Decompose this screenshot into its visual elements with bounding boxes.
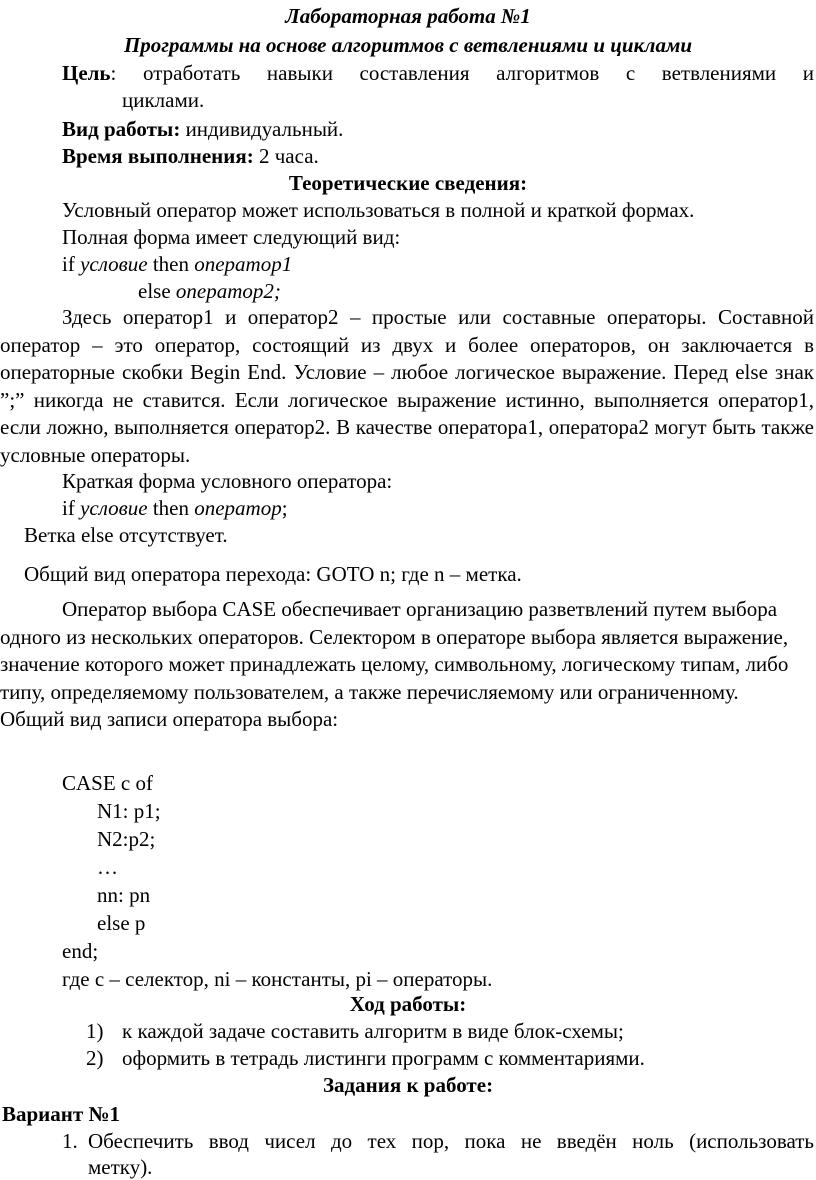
progress-item-number: 1) bbox=[86, 1019, 104, 1043]
theory-paragraph-2: Полная форма имеет следующий вид: bbox=[62, 225, 401, 249]
theory-paragraph-5: Ветка else отсутствует. bbox=[24, 523, 228, 547]
progress-item bbox=[86, 1018, 104, 1044]
short-end: ; bbox=[281, 496, 288, 520]
code-then: then bbox=[147, 252, 195, 276]
duration-label: Время выполнения: bbox=[62, 144, 254, 168]
duration-value: 2 часа. bbox=[253, 144, 319, 168]
full-form-if-line bbox=[62, 251, 292, 277]
progress-heading: Ход работы: bbox=[349, 992, 467, 1016]
goal-text: : отработать навыки составления алгоритмов с ветвлениями и bbox=[110, 61, 814, 85]
progress-item-text: к каждой задаче составить алгоритм в виде блок-схемы; bbox=[122, 1019, 624, 1043]
theory-paragraph-1: Условный оператор может использоваться в полной и краткой формах. bbox=[62, 198, 695, 222]
work-type bbox=[62, 116, 343, 142]
case-code-line: … bbox=[97, 855, 118, 879]
progress-item bbox=[86, 1045, 104, 1071]
short-operator: оператор bbox=[194, 496, 282, 520]
duration bbox=[62, 143, 319, 169]
task-text-line-2: метку). bbox=[88, 1155, 153, 1179]
work-type-value: индивидуальный. bbox=[180, 117, 344, 141]
short-if: if bbox=[62, 496, 81, 520]
case-code-line: N1: p1; bbox=[97, 799, 161, 823]
progress-item-text: оформить в тетрадь листинги программ с комментариями. bbox=[122, 1046, 645, 1070]
page-title: Лабораторная работа №1 bbox=[285, 4, 531, 28]
case-code-line: else p bbox=[97, 911, 146, 935]
code-operator2: оператор2; bbox=[175, 279, 281, 303]
code-condition: условие bbox=[80, 252, 148, 276]
case-code-line: end; bbox=[62, 939, 99, 963]
tasks-heading: Задания к работе: bbox=[322, 1073, 494, 1097]
code-if: if bbox=[62, 252, 81, 276]
task-text-line-1: Обеспечить ввод чисел до тех пор, пока не введён ноль (использовать bbox=[88, 1129, 814, 1153]
short-then: then bbox=[147, 496, 195, 520]
variant-heading: Вариант №1 bbox=[2, 1102, 121, 1126]
case-code-line: CASE c of bbox=[62, 771, 153, 795]
page-subtitle: Программы на основе алгоритмов с ветвлениями и циклами bbox=[123, 33, 693, 57]
case-code-line: N2:p2; bbox=[97, 827, 156, 851]
short-condition: условие bbox=[80, 496, 148, 520]
theory-paragraph-3: Здесь оператор1 и оператор2 – простые или составные операторы. Составной оператор – это оператор, состоящий из двух и более операторов, он заключается в операторные скобки Begin End. Условие – любое логическое выражение. Перед else знак ”;” никогда не ставится. Если логическое выражение истинно, выполняется оператор1, если ложно, выполняется оператор2. В качестве оператора1, оператора2 могут быть также условные операторы. bbox=[0, 305, 814, 467]
work-type-label: Вид работы: bbox=[62, 117, 181, 141]
progress-item-number: 2) bbox=[86, 1046, 104, 1070]
theory-paragraph-7: Оператор выбора CASE обеспечивает организацию разветвлений путем выбора одного из нескольких операторов. Селектором в операторе выбора является выражение, значение которого может принадлежать целому, символьному, логическому типам, либо типу, определяемому пользователем, а также перечисляемому или ограниченному. Общий вид записи оператора выбора: bbox=[0, 597, 789, 731]
goal-line-1 bbox=[62, 60, 814, 86]
theory-heading: Теоретические сведения: bbox=[288, 171, 528, 195]
goal-label: Цель bbox=[62, 61, 111, 85]
code-else: else bbox=[138, 279, 176, 303]
case-note: где c – селектор, ni – константы, pi – операторы. bbox=[62, 967, 493, 991]
code-operator1: оператор1 bbox=[194, 252, 293, 276]
theory-paragraph-6: Общий вид оператора перехода: GOTO n; где n – метка. bbox=[24, 562, 522, 586]
theory-paragraph-4: Краткая форма условного оператора: bbox=[62, 469, 393, 493]
full-form-else-line bbox=[138, 278, 281, 304]
short-form-line bbox=[62, 495, 288, 521]
task-number: 1. bbox=[62, 1129, 78, 1153]
goal-line-2: циклами. bbox=[122, 88, 205, 112]
case-code-line: nn: pn bbox=[97, 883, 151, 907]
